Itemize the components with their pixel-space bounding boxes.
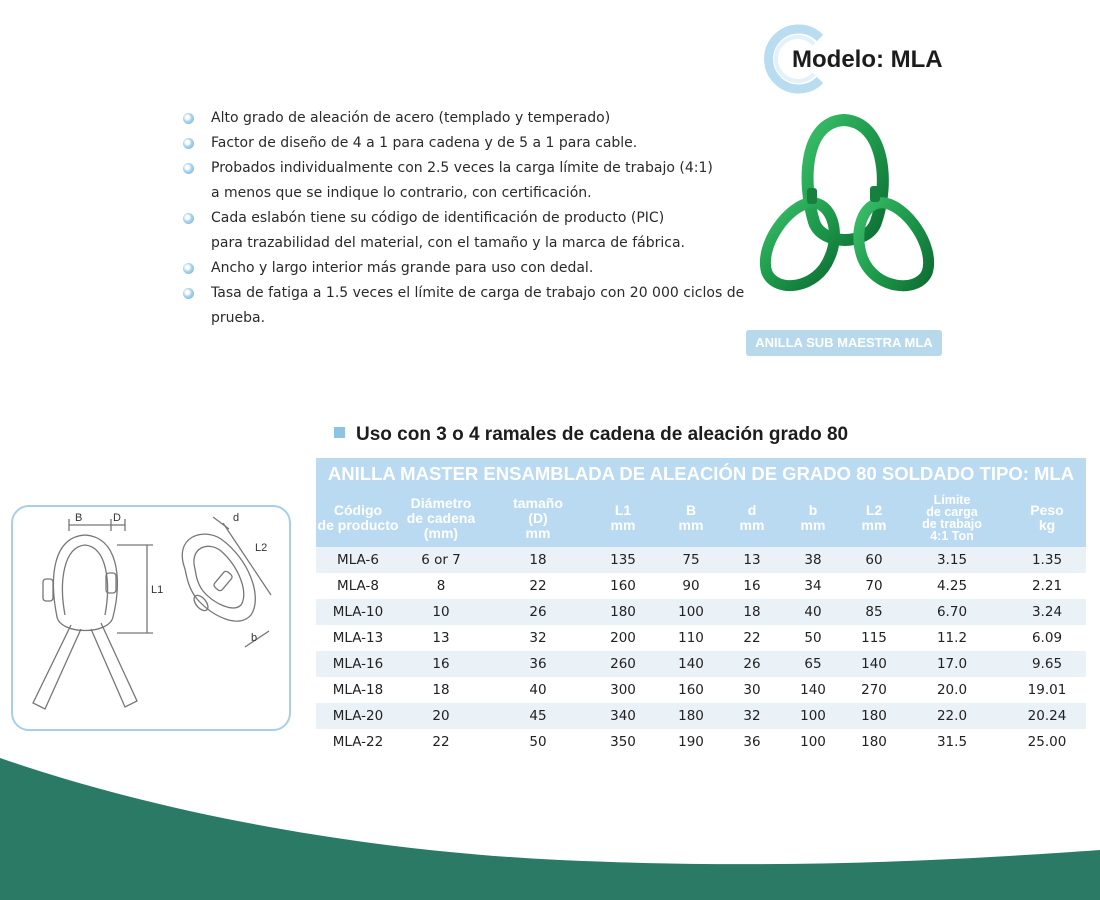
column-header [730, 489, 774, 547]
table-cell: 20 [400, 703, 482, 729]
column-header-line: Límite [933, 493, 971, 507]
table-cell: 22 [482, 573, 594, 599]
table-cell: 2.21 [1008, 573, 1086, 599]
section-heading-text: Uso con 3 o 4 ramales de cadena de aleación grado 80 [356, 424, 849, 445]
master-link-icon [752, 112, 947, 307]
table-cell: 140 [774, 677, 852, 703]
table-cell: 90 [652, 573, 730, 599]
column-header-line: de cadena [406, 509, 476, 526]
table-cell: 350 [594, 729, 652, 755]
table-cell: 4.25 [896, 573, 1008, 599]
column-header-line: L1 [614, 502, 632, 518]
table-cell: 110 [652, 625, 730, 651]
table-row [316, 703, 1086, 729]
table-cell: 340 [594, 703, 652, 729]
table-cell: 180 [594, 599, 652, 625]
column-header-line: d [747, 502, 757, 518]
bullet-icon [183, 163, 194, 174]
table-row [316, 625, 1086, 651]
table-cell: 200 [594, 625, 652, 651]
table-cell: MLA-18 [316, 677, 400, 703]
column-header [852, 489, 896, 547]
product-image [752, 112, 947, 307]
column-header-line: de trabajo [922, 517, 982, 531]
table-cell: 135 [594, 547, 652, 573]
column-header-line: de producto [317, 517, 399, 533]
column-header [1008, 489, 1086, 547]
table-body [316, 547, 1086, 755]
dimension-diagram [11, 505, 291, 731]
column-header-line: kg [1038, 517, 1056, 533]
table-cell: 8 [400, 573, 482, 599]
table-cell: 85 [852, 599, 896, 625]
table-cell: MLA-8 [316, 573, 400, 599]
label-b: b [251, 632, 258, 644]
features-list [180, 106, 760, 331]
column-header-line: mm [678, 517, 704, 533]
table-cell: 11.2 [896, 625, 1008, 651]
table-cell: 22 [730, 625, 774, 651]
feature-text: Cada eslabón tiene su código de identificación de producto (PIC) [211, 210, 665, 226]
label-L2: L2 [255, 542, 268, 554]
dimension-drawing [13, 507, 289, 729]
table-cell: 300 [594, 677, 652, 703]
column-header [774, 489, 852, 547]
column-header-line: mm [739, 517, 765, 533]
label-B: B [75, 512, 83, 524]
table-cell: 18 [482, 547, 594, 573]
column-header-line: (D) [528, 509, 548, 526]
table-row [316, 573, 1086, 599]
feature-item [180, 281, 760, 331]
table-cell: 22.0 [896, 703, 1008, 729]
label-d: d [233, 512, 240, 524]
table-cell: 20.24 [1008, 703, 1086, 729]
table-cell: 31.5 [896, 729, 1008, 755]
table-cell: 26 [730, 651, 774, 677]
table-cell: 36 [482, 651, 594, 677]
table-cell: 32 [482, 625, 594, 651]
table-cell: 6.70 [896, 599, 1008, 625]
table-cell: 100 [774, 729, 852, 755]
table-cell: 180 [652, 703, 730, 729]
table-cell: 16 [400, 651, 482, 677]
column-header-line: B [685, 502, 697, 518]
table-cell: 9.65 [1008, 651, 1086, 677]
feature-continuation: para trazabilidad del material, con el tamaño y la marca de fábrica. [211, 235, 686, 251]
spec-table-grid [316, 458, 1086, 755]
table-row [316, 651, 1086, 677]
model-title: Modelo: MLA [792, 46, 943, 73]
table-cell: 3.24 [1008, 599, 1086, 625]
table-cell: 40 [774, 599, 852, 625]
table-cell: 160 [594, 573, 652, 599]
column-header-line: mm [610, 517, 636, 533]
column-header [594, 489, 652, 547]
table-cell: MLA-22 [316, 729, 400, 755]
column-header-line: (mm) [423, 524, 459, 541]
table-cell: 100 [652, 599, 730, 625]
feature-item [180, 206, 760, 256]
table-cell: 30 [730, 677, 774, 703]
table-header-row [316, 489, 1086, 547]
feature-continuation: a menos que se indique lo contrario, con certificación. [211, 185, 592, 201]
table-cell: 3.15 [896, 547, 1008, 573]
footer-wave [0, 750, 1100, 900]
table-cell: 17.0 [896, 651, 1008, 677]
table-cell: 38 [774, 547, 852, 573]
table-cell: 6 or 7 [400, 547, 482, 573]
table-cell: 140 [852, 651, 896, 677]
bullet-icon [183, 113, 194, 124]
bullet-icon [183, 213, 194, 224]
feature-item [180, 156, 760, 206]
table-row [316, 677, 1086, 703]
table-cell: 1.35 [1008, 547, 1086, 573]
table-cell: 100 [774, 703, 852, 729]
table-cell: 270 [852, 677, 896, 703]
table-cell: 34 [774, 573, 852, 599]
table-cell: 140 [652, 651, 730, 677]
table-cell: MLA-6 [316, 547, 400, 573]
table-row [316, 547, 1086, 573]
square-bullet-icon [334, 427, 345, 438]
table-cell: 65 [774, 651, 852, 677]
table-cell: 13 [730, 547, 774, 573]
feature-text: Ancho y largo interior más grande para uso con dedal. [211, 260, 594, 276]
table-row [316, 599, 1086, 625]
feature-text: Tasa de fatiga a 1.5 veces el límite de carga de trabajo con 20 000 ciclos de prueba. [211, 285, 745, 326]
table-title: ANILLA MASTER ENSAMBLADA DE ALEACIÓN DE GRADO 80 SOLDADO TIPO: MLA [316, 458, 1086, 489]
column-header-line: b [808, 502, 818, 518]
table-cell: 50 [774, 625, 852, 651]
label-L1: L1 [151, 584, 164, 596]
table-cell: 180 [852, 729, 896, 755]
product-caption: ANILLA SUB MAESTRA MLA [746, 330, 942, 356]
table-cell: 190 [652, 729, 730, 755]
table-cell: 45 [482, 703, 594, 729]
table-cell: 260 [594, 651, 652, 677]
label-D: D [113, 512, 121, 524]
table-cell: 36 [730, 729, 774, 755]
column-header-line: mm [861, 517, 887, 533]
feature-item [180, 256, 760, 281]
table-cell: 115 [852, 625, 896, 651]
table-cell: 180 [852, 703, 896, 729]
column-header-line: tamaño [513, 494, 563, 511]
table-cell: 18 [730, 599, 774, 625]
bullet-icon [183, 288, 194, 299]
table-cell: MLA-16 [316, 651, 400, 677]
table-cell: 13 [400, 625, 482, 651]
table-cell: MLA-20 [316, 703, 400, 729]
table-cell: MLA-10 [316, 599, 400, 625]
column-header-line: mm [800, 517, 826, 533]
table-cell: 22 [400, 729, 482, 755]
column-header [400, 489, 482, 547]
model-logo [762, 24, 962, 94]
table-cell: MLA-13 [316, 625, 400, 651]
feature-item [180, 106, 760, 131]
table-cell: 40 [482, 677, 594, 703]
table-cell: 75 [652, 547, 730, 573]
feature-text: Alto grado de aleación de acero (templado y temperado) [211, 110, 611, 126]
table-cell: 26 [482, 599, 594, 625]
section-heading [334, 424, 848, 446]
table-cell: 50 [482, 729, 594, 755]
table-cell: 160 [652, 677, 730, 703]
table-cell: 16 [730, 573, 774, 599]
table-cell: 70 [852, 573, 896, 599]
spec-table [316, 458, 1086, 755]
table-cell: 18 [400, 677, 482, 703]
column-header [482, 489, 594, 547]
feature-text: Factor de diseño de 4 a 1 para cadena y de 5 a 1 para cable. [211, 135, 638, 151]
column-header-line: Diámetro [410, 494, 472, 511]
table-cell: 6.09 [1008, 625, 1086, 651]
feature-text: Probados individualmente con 2.5 veces la carga límite de trabajo (4:1) [211, 160, 713, 176]
bullet-icon [183, 263, 194, 274]
table-cell: 19.01 [1008, 677, 1086, 703]
table-cell: 10 [400, 599, 482, 625]
column-header [316, 489, 400, 547]
table-cell: 20.0 [896, 677, 1008, 703]
column-header [896, 489, 1008, 547]
column-header-line: 4:1 Ton [930, 529, 974, 543]
table-cell: 32 [730, 703, 774, 729]
column-header-line: Peso [1030, 502, 1064, 518]
column-header [652, 489, 730, 547]
feature-item [180, 131, 760, 156]
column-header-line: Código [333, 502, 383, 518]
bullet-icon [183, 138, 194, 149]
column-header-line: L2 [865, 502, 883, 518]
table-cell: 25.00 [1008, 729, 1086, 755]
column-header-line: mm [525, 524, 551, 541]
table-cell: 60 [852, 547, 896, 573]
column-header-line: de carga [926, 505, 978, 519]
